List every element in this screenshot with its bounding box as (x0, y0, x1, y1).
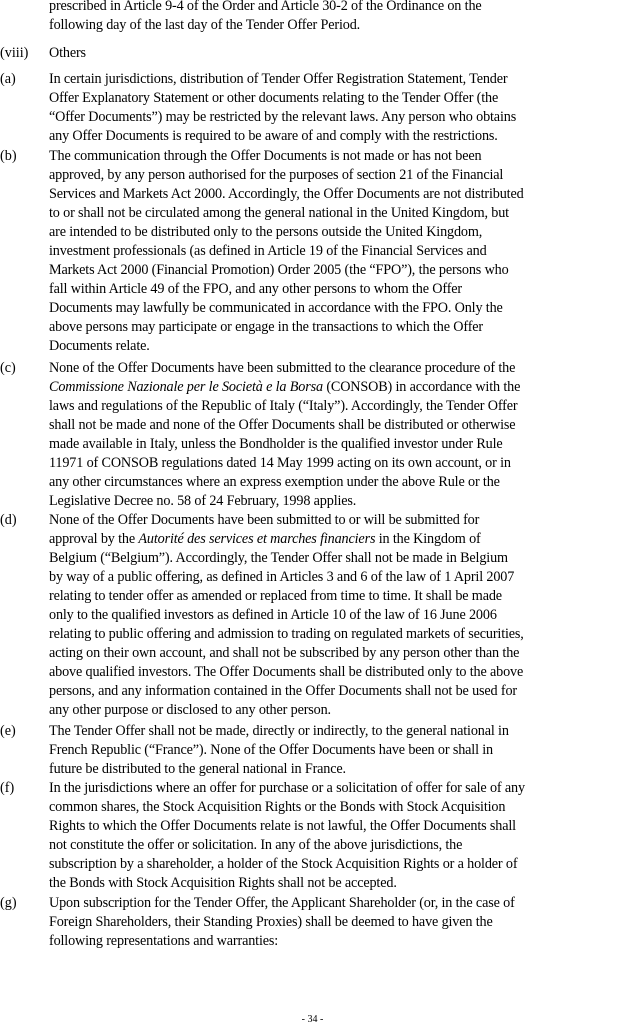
section-title: Others (49, 45, 86, 61)
item-label: (b) (0, 148, 17, 164)
item-text (49, 511, 625, 720)
item-label: (c) (0, 360, 16, 376)
item-text (49, 359, 625, 511)
item-text-italic: Autorité des services et marches financiers (138, 531, 376, 547)
item-label: (f) (0, 780, 15, 796)
item-label: (d) (0, 512, 17, 528)
item-text-after: in the Kingdom of Belgium (“Belgium”). Accordingly, the Tender Offer shall not be made in Belgium by way of a public offering, as defined in Articles 3 and 6 of the law of 1 April 2007 relating to tender offer as amended or replaced from time to time. It shall be made only to the qualified investors as defined in Article 10 of the law of 16 June 2006 relating to public offering and admission to trading on regulated markets of securities, acting on their own account, and shall not be subscribed by any person other than the above qualified investors. The Offer Documents shall be distributed only to the above persons, and any information contained in the Offer Documents shall not be used for any other purpose or disclosed to any other person. (49, 531, 524, 718)
item-label: (g) (0, 895, 17, 911)
item-text: In certain jurisdictions, distribution of Tender Offer Registration Statement, Tender Offer Explanatory Statement or other documents relating to the Tender Offer (the “Offer Documents”) may be restricted by the relevant laws. Any person who obtains any Offer Documents is required to be aware of and comply with the restrictions. (49, 71, 517, 144)
item-text: Upon subscription for the Tender Offer, the Applicant Shareholder (or, in the case of Foreign Shareholders, their Standing Proxies) shall be deemed to have given the following representations and warranties: (49, 895, 515, 949)
continued-paragraph: prescribed in Article 9-4 of the Order and Article 30-2 of the Ordinance on the following day of the last day of the Tender Offer Period. (49, 0, 482, 33)
section-label: (viii) (0, 45, 29, 61)
item-text-italic: Commissione Nazionale per le Società e la Borsa (49, 379, 323, 395)
item-label: (a) (0, 71, 16, 87)
page-number: - 34 - (301, 1014, 324, 1025)
item-text: The communication through the Offer Documents is not made or has not been approved, by any person authorised for the purposes of section 21 of the Financial Services and Markets Act 2000. Accordingly, the Offer Documents are not distributed to or shall not be circulated among the general national in the United Kingdom, but are intended to be distributed only to the persons outside the United Kingdom, investment professionals (as defined in Article 19 of the Financial Services and Markets Act 2000 (Financial Promotion) Order 2005 (the “FPO”), the persons who fall within Article 49 of the FPO, and any other persons to whom the Offer Documents may lawfully be communicated in accordance with the FPO. Only the above persons may participate or engage in the transactions to which the Offer Documents relate. (49, 148, 524, 354)
item-text-before: None of the Offer Documents have been submitted to or will be submitted for approval by the (49, 512, 480, 547)
item-text-after: (CONSOB) in accordance with the laws and regulations of the Republic of Italy (“Italy”). Accordingly, the Tender Offer shall not be made and none of the Offer Documents shall be distributed or otherwise made available in Italy, unless the Bondholder is the qualified investor under Rule 11971 of CONSOB regulations dated 14 May 1999 acting on its own account, or in any other circumstances where an express exemption under the above Rule or the Legislative Decree no. 58 of 24 February, 1998 applies. (49, 379, 521, 509)
item-text: In the jurisdictions where an offer for purchase or a solicitation of offer for sale of any common shares, the Stock Acquisition Rights or the Bonds with Stock Acquisition Rights to which the Offer Documents relate is not lawful, the Offer Documents shall not constitute the offer or solicitation. In any of the above jurisdictions, the subscription by a shareholder, a holder of the Stock Acquisition Rights or a holder of the Bonds with Stock Acquisition Rights shall not be accepted. (49, 780, 525, 891)
item-label: (e) (0, 723, 16, 739)
item-text: The Tender Offer shall not be made, directly or indirectly, to the general national in French Republic (“France”). None of the Offer Documents have been or shall in future be distributed to the general national in France. (49, 723, 509, 777)
item-text-before: None of the Offer Documents have been submitted to the clearance procedure of the (49, 360, 516, 376)
